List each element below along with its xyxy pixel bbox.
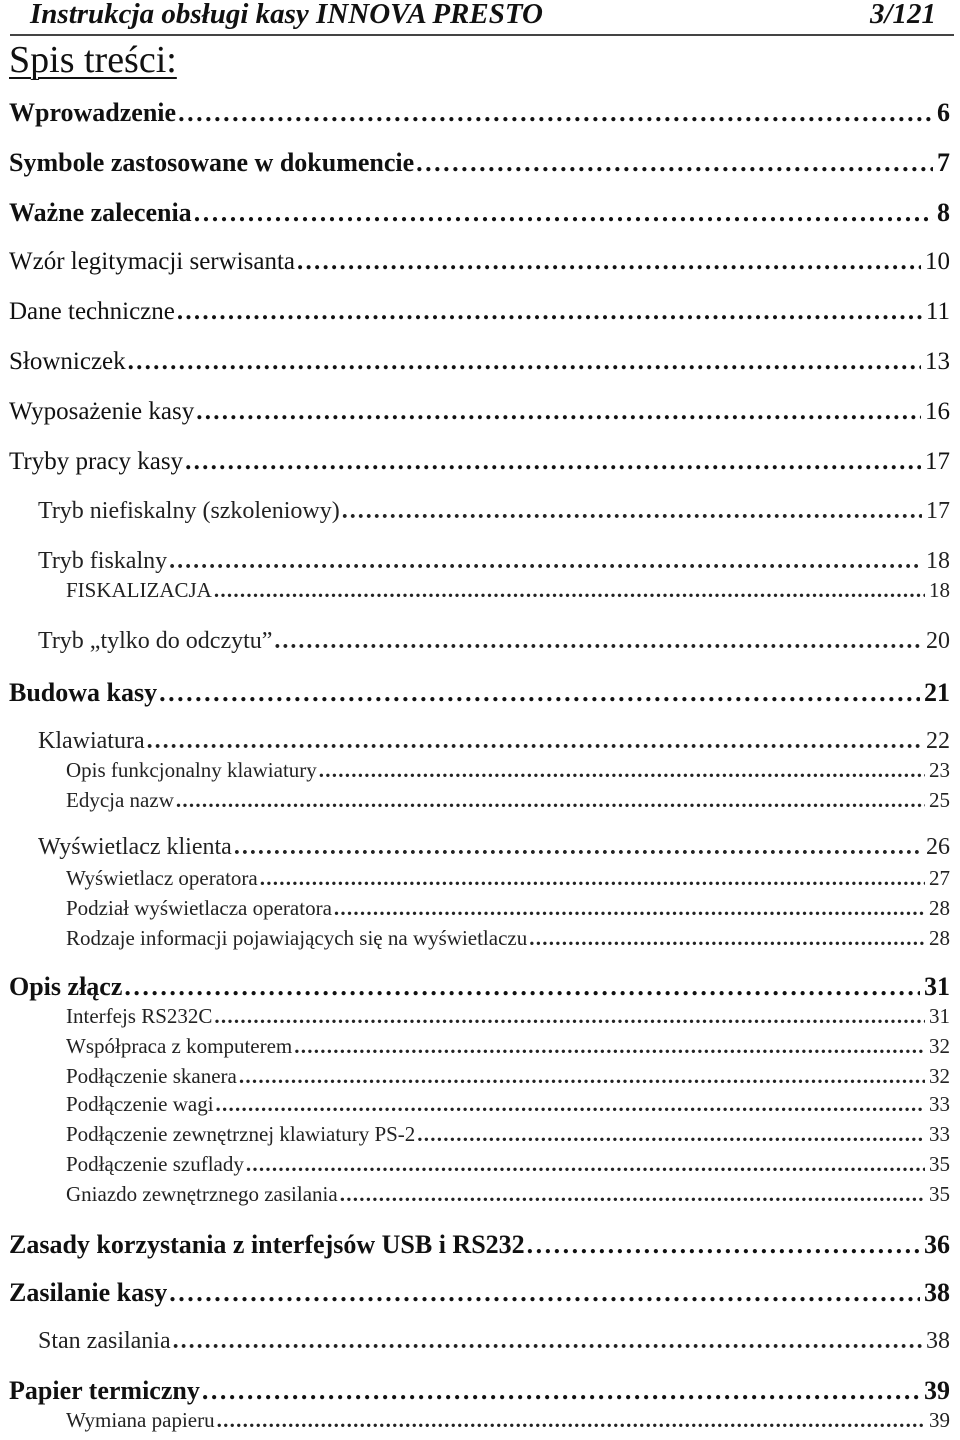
dot-leader [196, 398, 921, 427]
toc-entry[interactable] [66, 1152, 950, 1176]
toc-entry-page: 28 [929, 896, 950, 920]
dot-leader [124, 972, 920, 1002]
dot-leader [178, 98, 933, 128]
toc-entry-page: 17 [925, 448, 950, 475]
toc-entry-page: 28 [929, 926, 950, 950]
toc-entry[interactable] [66, 578, 950, 602]
dot-leader [202, 1376, 920, 1406]
toc-entry-title: Tryb niefiskalny (szkoleniowy) [38, 498, 340, 524]
dot-leader [246, 1152, 925, 1176]
toc-entry[interactable] [38, 548, 950, 576]
toc-entry-title: Podział wyświetlacza operatora [66, 896, 332, 920]
dot-leader [274, 628, 922, 656]
dot-leader [159, 678, 920, 708]
toc-entry[interactable] [9, 678, 950, 708]
dot-leader [147, 728, 922, 756]
toc-entry[interactable] [9, 1230, 950, 1260]
dot-leader [176, 788, 925, 812]
dot-leader [416, 148, 933, 178]
toc-entry-title: Tryb fiskalny [38, 548, 168, 574]
dot-leader [294, 1034, 925, 1058]
toc-entry-title: Podłączenie zewnętrznej klawiatury PS-2 [66, 1122, 416, 1146]
toc-entry[interactable] [9, 1278, 950, 1308]
toc-entry[interactable] [66, 788, 950, 812]
toc-entry[interactable] [66, 1004, 950, 1028]
toc-entry-title: Współpraca z komputerem [66, 1034, 293, 1058]
toc-entry[interactable] [38, 834, 950, 862]
dot-leader [260, 866, 925, 890]
toc-entry[interactable] [9, 972, 950, 1002]
toc-entry[interactable] [66, 1408, 950, 1432]
toc-entry-title: Wzór legitymacji serwisanta [9, 248, 295, 275]
toc-entry[interactable] [9, 348, 950, 377]
toc-entry[interactable] [38, 728, 950, 756]
toc-entry-title: Tryb „tylko do odczytu” [38, 628, 273, 654]
toc-entry-title: Opis funkcjonalny klawiatury [66, 758, 317, 782]
dot-leader [217, 1408, 925, 1432]
toc-heading: Spis treści: [9, 39, 177, 81]
dot-leader [239, 1064, 925, 1088]
toc-entry-title: Podłączenie skanera [66, 1064, 237, 1088]
toc-entry-title: Wymiana papieru [66, 1408, 215, 1432]
toc-entry[interactable] [9, 198, 950, 228]
dot-leader [234, 834, 922, 862]
toc-entry-page: 6 [937, 98, 950, 127]
toc-entry-page: 39 [929, 1408, 950, 1432]
toc-entry-page: 10 [925, 248, 950, 275]
toc-entry-page: 8 [937, 198, 950, 227]
toc-entry-page: 13 [925, 348, 950, 375]
toc-entry[interactable] [66, 1182, 950, 1206]
toc-entry-title: Podłączenie szuflady [66, 1152, 244, 1176]
dot-leader [177, 298, 922, 327]
toc-entry-page: 11 [925, 298, 950, 325]
dot-leader [319, 758, 925, 782]
toc-entry-title: Rodzaje informacji pojawiających się na wyświetlaczu [66, 926, 528, 950]
toc-entry-page: 31 [929, 1004, 950, 1028]
toc-entry-title: Ważne zalecenia [9, 198, 192, 227]
toc-entry-title: Opis złącz [9, 972, 123, 1001]
toc-entry[interactable] [66, 758, 950, 782]
toc-entry-page: 21 [924, 678, 950, 707]
toc-entry-page: 31 [924, 972, 950, 1001]
toc-entry-page: 32 [929, 1034, 950, 1058]
toc-entry[interactable] [66, 926, 950, 950]
toc-entry-page: 16 [925, 398, 950, 425]
toc-entry-page: 17 [926, 498, 950, 524]
toc-entry[interactable] [9, 398, 950, 427]
toc-entry-title: Budowa kasy [9, 678, 158, 707]
toc-entry-title: Zasilanie kasy [9, 1278, 168, 1307]
toc-entry-title: Tryby pracy kasy [9, 448, 184, 475]
toc-entry-title: Zasady korzystania z interfejsów USB i RS232 [9, 1230, 525, 1259]
toc-entry-page: 20 [926, 628, 950, 654]
dot-leader [128, 348, 921, 377]
toc-entry-page: 33 [929, 1122, 950, 1146]
toc-entry[interactable] [66, 1034, 950, 1058]
dot-leader [297, 248, 921, 277]
dot-leader [185, 448, 921, 477]
page-number: 3/121 [869, 0, 936, 30]
toc-entry[interactable] [38, 628, 950, 656]
toc-entry[interactable] [66, 1092, 950, 1116]
toc-entry-title: Dane techniczne [9, 298, 175, 325]
toc-entry-title: Edycja nazw [66, 788, 174, 812]
toc-entry-title: Interfejs RS232C [66, 1004, 213, 1028]
toc-entry[interactable] [38, 498, 950, 526]
dot-leader [169, 1278, 920, 1308]
toc-entry-page: 35 [929, 1152, 950, 1176]
toc-entry-page: 35 [929, 1182, 950, 1206]
dot-leader [173, 1328, 922, 1356]
toc-entry[interactable] [9, 98, 950, 128]
toc-entry-title: Podłączenie wagi [66, 1092, 214, 1116]
toc-entry[interactable] [9, 248, 950, 277]
toc-entry[interactable] [66, 896, 950, 920]
toc-entry-title: Wyświetlacz operatora [66, 866, 258, 890]
dot-leader [214, 578, 925, 602]
dot-leader [340, 1182, 925, 1206]
dot-leader [342, 498, 922, 526]
toc-entry-page: 38 [926, 1328, 950, 1354]
toc-entry-title: Stan zasilania [38, 1328, 171, 1354]
page-header [10, 0, 954, 36]
toc-entry-title: Klawiatura [38, 728, 145, 754]
dot-leader [194, 198, 933, 228]
toc-entry-page: 23 [929, 758, 950, 782]
toc-entry-page: 33 [929, 1092, 950, 1116]
dot-leader [216, 1092, 925, 1116]
dot-leader [334, 896, 925, 920]
toc-entry[interactable] [9, 448, 950, 477]
toc-entry-title: Gniazdo zewnętrznego zasilania [66, 1182, 338, 1206]
dot-leader [527, 1230, 920, 1260]
toc-entry-page: 26 [926, 834, 950, 860]
toc-entry-page: 7 [937, 148, 950, 177]
toc-entry-page: 18 [929, 578, 950, 602]
dot-leader [417, 1122, 925, 1146]
toc-entry[interactable] [9, 1376, 950, 1406]
toc-entry[interactable] [38, 1328, 950, 1356]
toc-entry[interactable] [66, 1122, 950, 1146]
toc-entry-page: 36 [924, 1230, 950, 1259]
toc-entry-title: Papier termiczny [9, 1376, 200, 1405]
toc-entry-page: 39 [924, 1376, 950, 1405]
dot-leader [214, 1004, 925, 1028]
toc-entry-title: Słowniczek [9, 348, 126, 375]
toc-entry-page: 25 [929, 788, 950, 812]
toc-entry-title: Wyposażenie kasy [9, 398, 195, 425]
toc-entry-title: Wprowadzenie [9, 98, 177, 127]
toc-entry[interactable] [9, 298, 950, 327]
toc-entry[interactable] [66, 1064, 950, 1088]
toc-entry-title: FISKALIZACJA [66, 578, 212, 602]
dot-leader [169, 548, 922, 576]
toc-entry[interactable] [9, 148, 950, 178]
toc-entry-title: Symbole zastosowane w dokumencie [9, 148, 415, 177]
toc-entry-title: Wyświetlacz klienta [38, 834, 232, 860]
toc-entry-page: 22 [926, 728, 950, 754]
toc-entry-page: 18 [926, 548, 950, 574]
document-title: Instrukcja obsługi kasy INNOVA PRESTO [30, 0, 543, 30]
dot-leader [529, 926, 925, 950]
toc-entry-page: 32 [929, 1064, 950, 1088]
toc-entry-page: 27 [929, 866, 950, 890]
toc-entry-page: 38 [924, 1278, 950, 1307]
toc-entry[interactable] [66, 866, 950, 890]
